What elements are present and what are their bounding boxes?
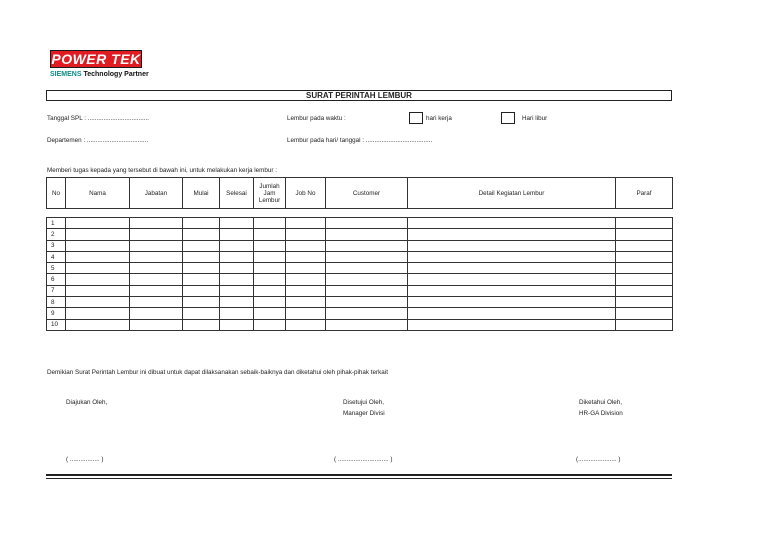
cell-selesai[interactable]: [220, 308, 254, 319]
cell-nama[interactable]: [66, 263, 130, 274]
cell-mulai[interactable]: [183, 240, 220, 251]
cell-jumlah-jam[interactable]: [254, 285, 286, 296]
signature-line-diketahui[interactable]: (...................... ): [576, 456, 621, 463]
cell-job-no[interactable]: [286, 297, 326, 308]
cell-selesai[interactable]: [220, 251, 254, 262]
cell-mulai[interactable]: [183, 274, 220, 285]
row-number: 1: [47, 218, 66, 229]
closing-text: Demikian Surat Perintah Lembur ini dibuat untuk dapat dilaksanakan sebaik-baiknya dan diketahui oleh pihak-pihak terkait: [47, 369, 388, 376]
logo-subtitle: [50, 71, 149, 79]
cell-paraf[interactable]: [616, 285, 673, 296]
table-row: [47, 308, 673, 319]
hari-libur-label: Hari libur: [522, 115, 548, 122]
header-jumlah-jam: [254, 178, 286, 209]
header-job-no: Job No: [286, 178, 326, 209]
cell-customer[interactable]: [326, 308, 408, 319]
cell-detail[interactable]: [408, 308, 616, 319]
table-row: [47, 229, 673, 240]
cell-paraf[interactable]: [616, 319, 673, 330]
logo-brand: POWER TEK: [51, 51, 141, 67]
cell-paraf[interactable]: [616, 308, 673, 319]
table-row: [47, 297, 673, 308]
cell-mulai[interactable]: [183, 319, 220, 330]
row-number: 6: [47, 274, 66, 285]
row-number: 2: [47, 229, 66, 240]
cell-nama[interactable]: [66, 297, 130, 308]
cell-mulai[interactable]: [183, 285, 220, 296]
hrga-label: HR-GA Division: [579, 410, 623, 417]
table-row: [47, 263, 673, 274]
cell-detail[interactable]: [408, 274, 616, 285]
cell-nama[interactable]: [66, 240, 130, 251]
cell-paraf[interactable]: [616, 251, 673, 262]
row-number: 9: [47, 308, 66, 319]
cell-detail[interactable]: [408, 297, 616, 308]
form-title-text: SURAT PERINTAH LEMBUR: [306, 91, 412, 100]
cell-jumlah-jam[interactable]: [254, 229, 286, 240]
cell-jabatan[interactable]: [130, 263, 183, 274]
cell-jumlah-jam[interactable]: [254, 263, 286, 274]
diajukan-label: Diajukan Oleh,: [66, 399, 108, 406]
cell-nama[interactable]: [66, 274, 130, 285]
row-number: 8: [47, 297, 66, 308]
cell-job-no[interactable]: [286, 263, 326, 274]
logo-siemens: SIEMENS: [50, 71, 82, 78]
cell-paraf[interactable]: [616, 263, 673, 274]
lembur-table-body: [46, 217, 673, 331]
cell-customer[interactable]: [326, 319, 408, 330]
cell-jabatan[interactable]: [130, 218, 183, 229]
footer-rule-thin: [46, 478, 672, 479]
cell-nama[interactable]: [66, 218, 130, 229]
cell-jumlah-jam[interactable]: [254, 240, 286, 251]
cell-customer[interactable]: [326, 274, 408, 285]
header-jumlah-line3: Lembur: [258, 196, 281, 204]
signature-line-diajukan[interactable]: ( ................. ): [66, 456, 104, 463]
cell-detail[interactable]: [408, 263, 616, 274]
cell-jabatan[interactable]: [130, 274, 183, 285]
row-number: 4: [47, 251, 66, 262]
cell-customer[interactable]: [326, 240, 408, 251]
table-row: [47, 251, 673, 262]
cell-nama[interactable]: [66, 308, 130, 319]
signature-line-disetujui[interactable]: ( ............................. ): [334, 456, 393, 463]
cell-mulai[interactable]: [183, 218, 220, 229]
row-number: 7: [47, 285, 66, 296]
cell-selesai[interactable]: [220, 218, 254, 229]
header-jabatan: Jabatan: [130, 178, 183, 209]
lembur-waktu-label: Lembur pada waktu :: [287, 115, 346, 122]
cell-nama[interactable]: [66, 319, 130, 330]
powertek-logo: [50, 50, 142, 68]
table-row: [47, 285, 673, 296]
cell-customer[interactable]: [326, 229, 408, 240]
tanggal-spl-field[interactable]: Tanggal SPL : ...................................: [47, 115, 149, 122]
cell-nama[interactable]: [66, 285, 130, 296]
header-no: No: [47, 178, 66, 209]
cell-job-no[interactable]: [286, 251, 326, 262]
header-jumlah-line2: Jam: [263, 189, 276, 197]
cell-paraf[interactable]: [616, 229, 673, 240]
cell-mulai[interactable]: [183, 229, 220, 240]
cell-customer[interactable]: [326, 285, 408, 296]
cell-detail[interactable]: [408, 319, 616, 330]
cell-mulai[interactable]: [183, 251, 220, 262]
cell-selesai[interactable]: [220, 229, 254, 240]
cell-job-no[interactable]: [286, 285, 326, 296]
cell-selesai[interactable]: [220, 274, 254, 285]
cell-jabatan[interactable]: [130, 251, 183, 262]
cell-job-no[interactable]: [286, 229, 326, 240]
cell-customer[interactable]: [326, 251, 408, 262]
cell-selesai[interactable]: [220, 297, 254, 308]
cell-jabatan[interactable]: [130, 240, 183, 251]
diketahui-label: Diketahui Oleh,: [579, 399, 623, 406]
hari-kerja-label: hari kerja: [426, 115, 452, 122]
cell-jabatan[interactable]: [130, 297, 183, 308]
header-paraf: Paraf: [616, 178, 673, 209]
table-row: [47, 240, 673, 251]
cell-paraf[interactable]: [616, 274, 673, 285]
header-jumlah-line1: Jumlah: [259, 182, 280, 190]
header-nama: Nama: [66, 178, 130, 209]
lembur-table-header: [46, 177, 673, 209]
intro-text: Memberi tugas kepada yang tersebut di bawah ini, untuk melakukan kerja lembur :: [47, 167, 277, 174]
cell-job-no[interactable]: [286, 308, 326, 319]
cell-job-no[interactable]: [286, 319, 326, 330]
cell-selesai[interactable]: [220, 240, 254, 251]
logo-partner: Technology Partner: [83, 71, 149, 78]
cell-detail[interactable]: [408, 240, 616, 251]
cell-detail[interactable]: [408, 218, 616, 229]
cell-jumlah-jam[interactable]: [254, 297, 286, 308]
cell-job-no[interactable]: [286, 240, 326, 251]
cell-customer[interactable]: [326, 297, 408, 308]
header-selesai: Selesai: [220, 178, 254, 209]
form-title: [46, 90, 672, 101]
table-row: [47, 319, 673, 330]
cell-jabatan[interactable]: [130, 229, 183, 240]
header-mulai: Mulai: [183, 178, 220, 209]
cell-detail[interactable]: [408, 251, 616, 262]
manager-label: Manager Divisi: [343, 410, 385, 417]
table-row: [47, 274, 673, 285]
cell-nama[interactable]: [66, 251, 130, 262]
cell-paraf[interactable]: [616, 240, 673, 251]
cell-mulai[interactable]: [183, 263, 220, 274]
row-number: 10: [47, 319, 66, 330]
cell-selesai[interactable]: [220, 285, 254, 296]
lembur-hari-field[interactable]: Lembur pada hari/ tanggal : ......................................: [287, 137, 433, 144]
table-row: [47, 218, 673, 229]
cell-jumlah-jam[interactable]: [254, 274, 286, 285]
cell-jabatan[interactable]: [130, 319, 183, 330]
footer-rule-thick: [46, 474, 672, 476]
cell-selesai[interactable]: [220, 263, 254, 274]
hari-libur-checkbox[interactable]: [501, 112, 515, 124]
cell-jumlah-jam[interactable]: [254, 218, 286, 229]
cell-mulai[interactable]: [183, 297, 220, 308]
header-customer: Customer: [326, 178, 408, 209]
cell-customer[interactable]: [326, 263, 408, 274]
cell-paraf[interactable]: [616, 297, 673, 308]
cell-customer[interactable]: [326, 218, 408, 229]
cell-jumlah-jam[interactable]: [254, 319, 286, 330]
cell-detail[interactable]: [408, 285, 616, 296]
cell-jumlah-jam[interactable]: [254, 251, 286, 262]
disetujui-label: Disetujui Oleh,: [343, 399, 384, 406]
header-detail: Detail Kegiatan Lembur: [408, 178, 616, 209]
cell-jabatan[interactable]: [130, 308, 183, 319]
cell-nama[interactable]: [66, 229, 130, 240]
cell-paraf[interactable]: [616, 218, 673, 229]
row-number: 3: [47, 240, 66, 251]
cell-mulai[interactable]: [183, 308, 220, 319]
hari-kerja-checkbox[interactable]: [409, 112, 423, 124]
cell-job-no[interactable]: [286, 218, 326, 229]
cell-job-no[interactable]: [286, 274, 326, 285]
cell-detail[interactable]: [408, 229, 616, 240]
departemen-field[interactable]: Departemen : ...................................: [47, 137, 149, 144]
row-number: 5: [47, 263, 66, 274]
cell-selesai[interactable]: [220, 319, 254, 330]
cell-jumlah-jam[interactable]: [254, 308, 286, 319]
cell-jabatan[interactable]: [130, 285, 183, 296]
